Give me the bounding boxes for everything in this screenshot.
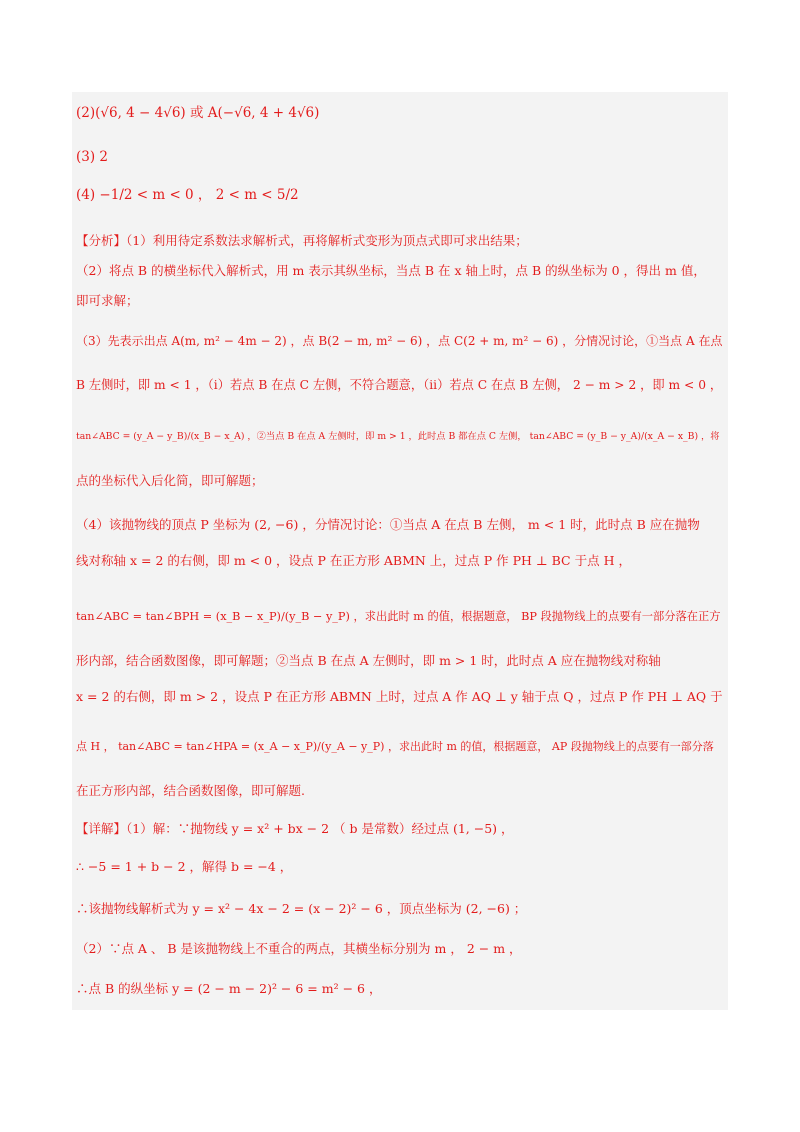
analysis-line: tan∠ABC = (y_A − y_B)/(x_B − x_A) ，②当点 B 在点 A 左侧时，即 m > 1 ，此时点 B 都在点 C 左侧， tan∠ABC = (y_B − y_A)/(x_A − x_B) ，将 — [76, 431, 720, 442]
detail-line: ∴点 B 的纵坐标 y = (2 − m − 2)² − 6 = m² − 6 ， — [76, 981, 382, 996]
analysis-line: tan∠ABC = tan∠BPH = (x_B − x_P)/(y_B − y_P) ，求出此时 m 的值，根据题意， BP 段抛物线上的点要有一部分落在正方 — [76, 610, 721, 623]
analysis-line: （4）该抛物线的顶点 P 坐标为 (2, −6) ，分情况讨论：①当点 A 在点 B 左侧， m < 1 时，此时点 B 应在抛物 — [76, 517, 700, 532]
analysis-line: 在正方形内部，结合函数图像，即可解题. — [76, 783, 305, 798]
analysis-heading: 【分析】（1）利用待定系数法求解析式，再将解析式变形为顶点式即可求出结果； — [76, 233, 528, 248]
detail-line: （2）∵点 A 、 B 是该抛物线上不重合的两点，其横坐标分别为 m ， 2 − m ， — [76, 941, 522, 956]
analysis-line: 点 H ， tan∠ABC = tan∠HPA = (x_A − x_P)/(y_A − y_P) ，求出此时 m 的值，根据题意， AP 段抛物线上的点要有一部分落 — [76, 740, 714, 753]
analysis-line: 即可求解； — [76, 293, 139, 308]
detail-line: ∴ −5 = 1 + b − 2 ，解得 b = −4 ， — [76, 859, 293, 874]
detail-line: ∴该抛物线解析式为 y = x² − 4x − 2 = (x − 2)² − 6 ，顶点坐标为 (2, −6) ； — [76, 901, 527, 916]
analysis-line: （3）先表示出点 A(m, m² − 4m − 2) ，点 B(2 − m, m² − 6) ，点 C(2 + m, m² − 6) ，分情况讨论，①当点 A 在点 — [76, 334, 723, 348]
answer-3: (3) 2 — [76, 149, 109, 165]
analysis-line: 线对称轴 x = 2 的右侧，即 m < 0 ，设点 P 在正方形 ABMN 上，过点 P 作 PH ⊥ BC 于点 H ， — [76, 553, 631, 568]
analysis-line: 点的坐标代入后化简，即可解题； — [76, 473, 264, 488]
analysis-line: 形内部，结合函数图像，即可解题；②当点 B 在点 A 左侧时，即 m > 1 时，此时点 A 应在抛物线对称轴 — [76, 653, 661, 668]
answer-4: (4) −1/2 < m < 0 ， 2 < m < 5/2 — [76, 187, 299, 203]
analysis-line: B 左侧时，即 m < 1 ，（i）若点 B 在点 C 左侧，不符合题意，（ii）若点 C 在点 B 左侧， 2 − m > 2 ，即 m < 0 ， — [76, 378, 723, 392]
detail-heading: 【详解】（1）解：∵抛物线 y = x² + bx − 2 （ b 是常数）经过点 (1, −5) ， — [76, 821, 514, 836]
analysis-line: （2）将点 B 的横坐标代入解析式，用 m 表示其纵坐标，当点 B 在 x 轴上时，点 B 的纵坐标为 0 ，得出 m 值， — [76, 263, 706, 278]
analysis-line: x = 2 的右侧，即 m > 2 ，设点 P 在正方形 ABMN 上时，过点 A 作 AQ ⊥ y 轴于点 Q ，过点 P 作 PH ⊥ AQ 于 — [76, 689, 723, 704]
answer-2: (2)(√6, 4 − 4√6) 或 A(−√6, 4 + 4√6) — [76, 105, 320, 121]
